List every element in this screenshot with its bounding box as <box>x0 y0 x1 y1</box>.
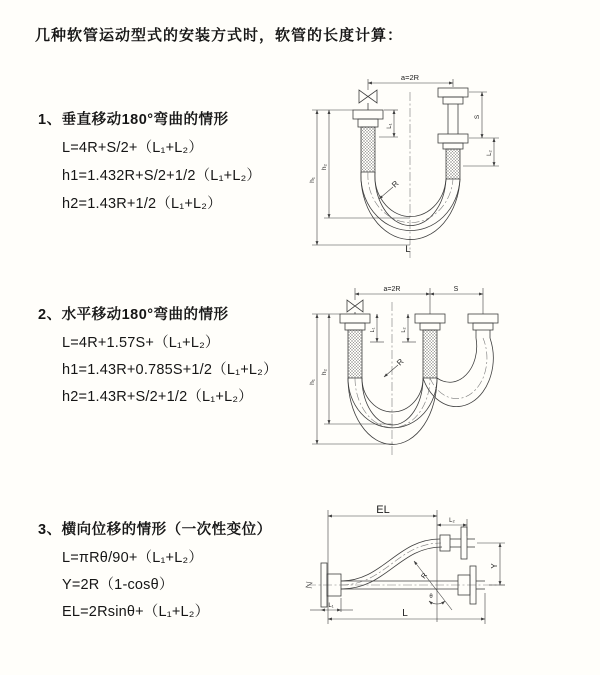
braided-hose-section <box>446 149 460 179</box>
section-2-heading: 2、水平移动180°弯曲的情形 <box>38 307 229 323</box>
length-label: L <box>405 244 411 255</box>
dimension-span-a2R <box>355 288 483 314</box>
radius-label: R <box>395 357 406 368</box>
diagram-vertical-180-bend <box>298 66 598 266</box>
section-1-formula-L: L=4R+S/2+（L₁+L₂） <box>62 140 204 156</box>
section-2-formula-L: L=4R+1.57S+（L₁+L₂） <box>62 335 220 351</box>
section-1-formula-h2: h2=1.43R+1/2（L₁+L₂） <box>62 196 222 212</box>
length-label: L <box>402 608 408 619</box>
dim-label-h2: h₂ <box>321 163 328 171</box>
braided-hose-section <box>361 127 375 172</box>
valve-icon <box>359 90 377 110</box>
braided-hose-section <box>348 330 362 378</box>
section-1-formula-h1: h1=1.432R+S/2+1/2（L₁+L₂） <box>62 168 262 184</box>
dim-label-l2: L₂ <box>449 518 455 524</box>
hose-u-bend <box>348 378 437 444</box>
dim-label-el: EL <box>376 504 390 516</box>
diagram-horizontal-180-bend <box>298 278 600 463</box>
dim-label-l1: L₁ <box>328 603 334 609</box>
radius-and-angle <box>414 561 452 610</box>
section-3-formula-L: L=πRθ/90+（L₁+L₂） <box>62 550 204 566</box>
radius-label: R <box>390 179 401 190</box>
right-fitting <box>438 88 468 179</box>
radius-leader <box>384 365 398 377</box>
dim-label-l2: L₂ <box>487 150 493 156</box>
dim-label-l1: L₁ <box>387 123 393 129</box>
radius-label: R <box>420 572 430 581</box>
diagram-1-labels <box>309 73 493 255</box>
right-fitting <box>468 314 498 338</box>
diagram-3-labels <box>328 504 499 619</box>
hose-displaced-position <box>341 527 475 589</box>
middle-fitting <box>415 314 445 378</box>
valve-icon <box>347 300 363 314</box>
section-3-formula-EL: EL=2Rsinθ+（L₁+L₂） <box>62 604 210 620</box>
dim-label-s: S <box>453 286 459 293</box>
dim-label-l1: L₁ <box>370 327 376 333</box>
section-1-heading: 1、垂直移动180°弯曲的情形 <box>38 112 229 128</box>
dim-label-h1: h₁ <box>309 379 316 385</box>
page-title: 几种软管运动型式的安装方式时，软管的长度计算： <box>35 27 404 44</box>
dim-label-h1: h₁ <box>309 177 316 183</box>
braided-hose-section <box>423 330 437 378</box>
dim-label-s: S <box>474 114 481 120</box>
dim-label-l2: L₂ <box>401 327 407 333</box>
radius-leader <box>379 187 393 199</box>
dim-label-span: a=2R <box>400 73 420 82</box>
dim-label-h2: h₂ <box>321 368 328 376</box>
section-3-formula-Y: Y=2R（1-cosθ） <box>62 577 174 593</box>
section-2-formula-h2: h2=1.43R+S/2+1/2（L₁+L₂） <box>62 389 253 405</box>
dim-label-y: Y <box>490 563 499 569</box>
left-fitting <box>340 314 370 378</box>
section-2-formula-h1: h1=1.43R+0.785S+1/2（L₁+L₂） <box>62 362 278 378</box>
section-3-heading: 3、横向位移的情形（一次性变位） <box>38 522 272 538</box>
hose-u-bend <box>361 172 460 240</box>
dim-label-span: a=2R <box>383 286 401 293</box>
diagram-lateral-displacement <box>295 498 600 660</box>
angle-label: θ <box>429 594 433 600</box>
left-fitting <box>353 110 383 172</box>
